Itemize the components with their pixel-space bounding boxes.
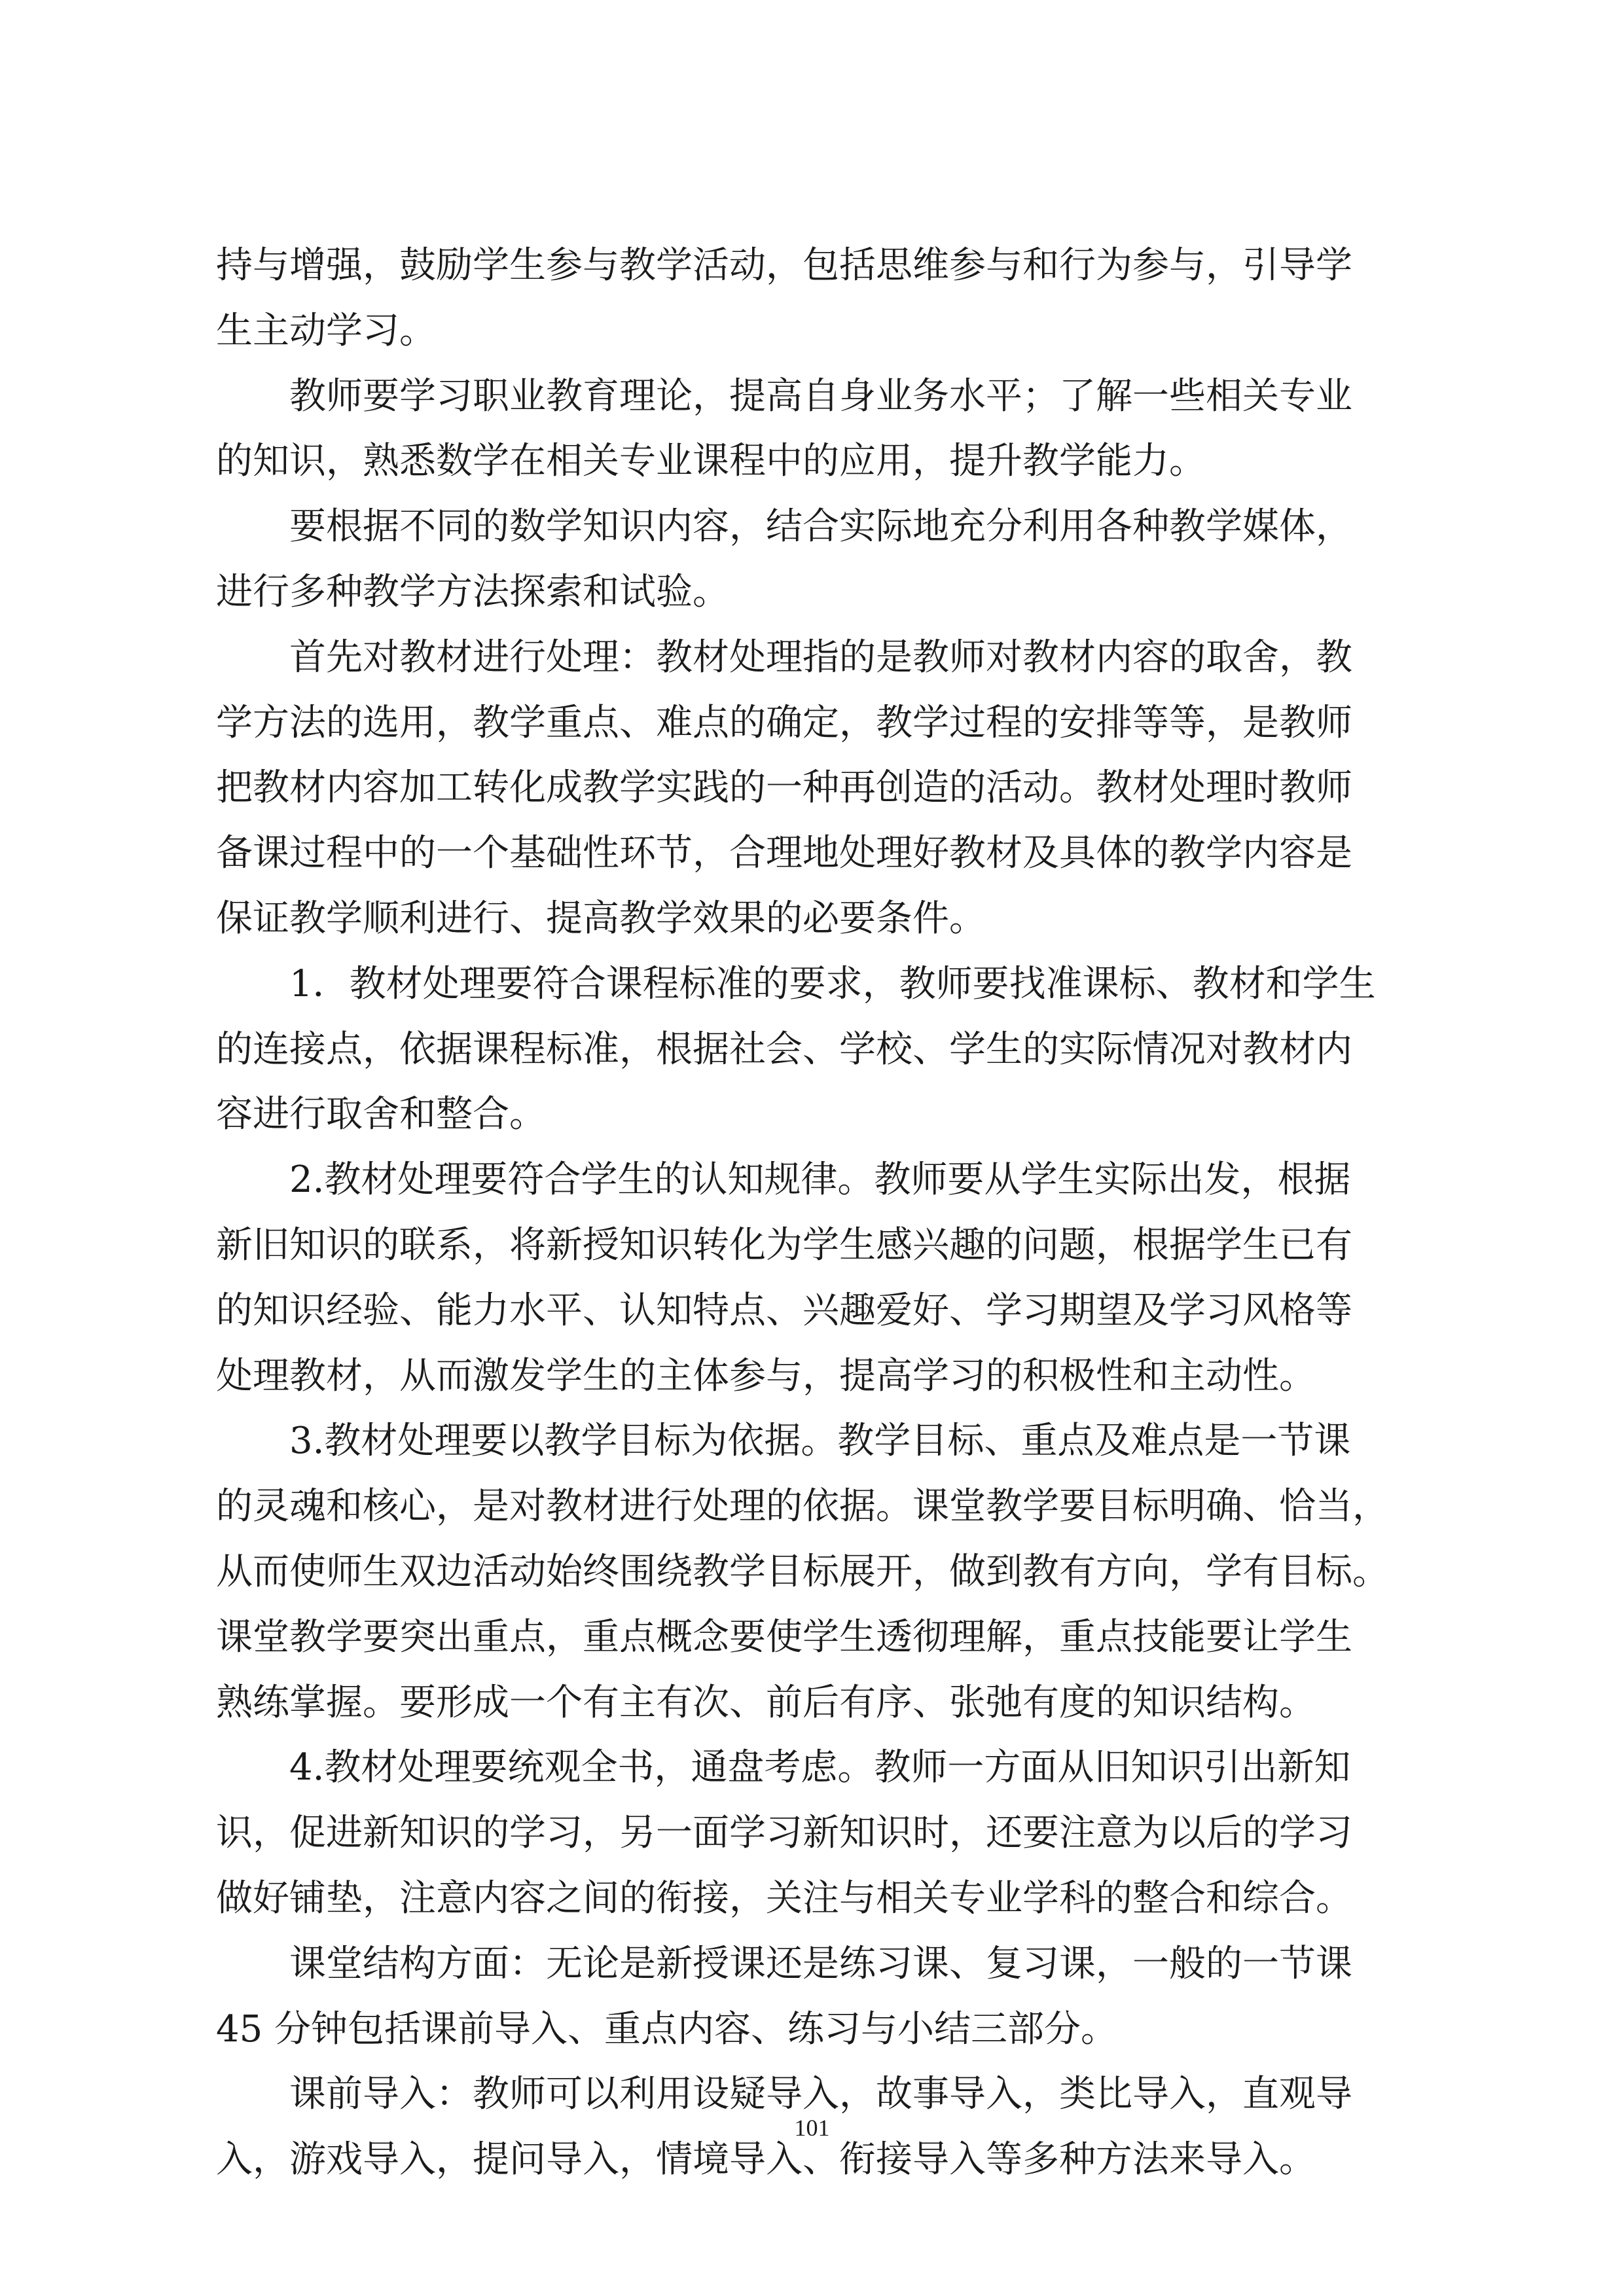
text-line: 备课过程中的一个基础性环节，合理地处理好教材及具体的教学内容是: [216, 832, 1352, 875]
text-line: 的知识，熟悉数学在相关专业课程中的应用，提升教学能力。: [216, 440, 1206, 483]
text-line: 要根据不同的数学知识内容，结合实际地充分利用各种教学媒体，: [289, 505, 1352, 548]
text-line: 从而使师生双边活动始终围绕教学目标展开，做到教有方向，学有目标。: [216, 1550, 1389, 1593]
text-line: 首先对教材进行处理：教材处理指的是教师对教材内容的取舍，教: [289, 636, 1352, 679]
text-line: 1．教材处理要符合课程标准的要求，教师要找准课标、教材和学生: [289, 962, 1376, 1005]
text-line: 识，促进新知识的学习，另一面学习新知识时，还要注意为以后的学习: [216, 1812, 1352, 1855]
text-line: 生主动学习。: [216, 309, 436, 352]
text-line: 持与增强，鼓励学生参与教学活动，包括思维参与和行为参与，引导学: [216, 244, 1352, 287]
text-line: 容进行取舍和整合。: [216, 1093, 546, 1136]
text-line: 把教材内容加工转化成教学实践的一种再创造的活动。教材处理时教师: [216, 766, 1352, 810]
text-line: 做好铺垫，注意内容之间的衔接，关注与相关专业学科的整合和综合。: [216, 1876, 1352, 1920]
text-line: 4.教材处理要统观全书，通盘考虑。教师一方面从旧知识引出新知: [289, 1746, 1351, 1789]
text-line: 的知识经验、能力水平、认知特点、兴趣爱好、学习期望及学习风格等: [216, 1289, 1352, 1332]
text-line: 课堂教学要突出重点，重点概念要使学生透彻理解，重点技能要让学生: [216, 1615, 1352, 1659]
page-number: 101: [794, 2115, 830, 2141]
text-line: 的灵魂和核心，是对教材进行处理的依据。课堂教学要目标明确、恰当，: [216, 1485, 1389, 1528]
body-text: [216, 233, 1414, 2193]
text-line: 45 分钟包括课前导入、重点内容、练习与小结三部分。: [216, 2007, 1118, 2051]
text-line: 入，游戏导入，提问导入，情境导入、衔接导入等多种方法来导入。: [216, 2138, 1316, 2181]
text-line: 教师要学习职业教育理论，提高自身业务水平；了解一些相关专业: [289, 374, 1352, 418]
text-line: 新旧知识的联系，将新授知识转化为学生感兴趣的问题，根据学生已有: [216, 1223, 1352, 1266]
text-line: 课前导入：教师可以利用设疑导入，故事导入，类比导入，直观导: [289, 2073, 1352, 2116]
text-line: 保证教学顺利进行、提高教学效果的必要条件。: [216, 897, 986, 940]
text-line: 课堂结构方面：无论是新授课还是练习课、复习课，一般的一节课: [289, 1942, 1352, 1985]
text-line: 进行多种教学方法探索和试验。: [216, 570, 729, 613]
text-line: 2.教材处理要符合学生的认知规律。教师要从学生实际出发，根据: [289, 1158, 1351, 1202]
text-line: 处理教材，从而激发学生的主体参与，提高学习的积极性和主动性。: [216, 1354, 1316, 1397]
text-line: 熟练掌握。要形成一个有主有次、前后有序、张弛有度的知识结构。: [216, 1681, 1316, 1724]
text-line: 的连接点，依据课程标准，根据社会、学校、学生的实际情况对教材内: [216, 1028, 1352, 1071]
text-line: 3.教材处理要以教学目标为依据。教学目标、重点及难点是一节课: [289, 1420, 1351, 1463]
text-line: 学方法的选用，教学重点、难点的确定，教学过程的安排等等，是教师: [216, 701, 1352, 744]
